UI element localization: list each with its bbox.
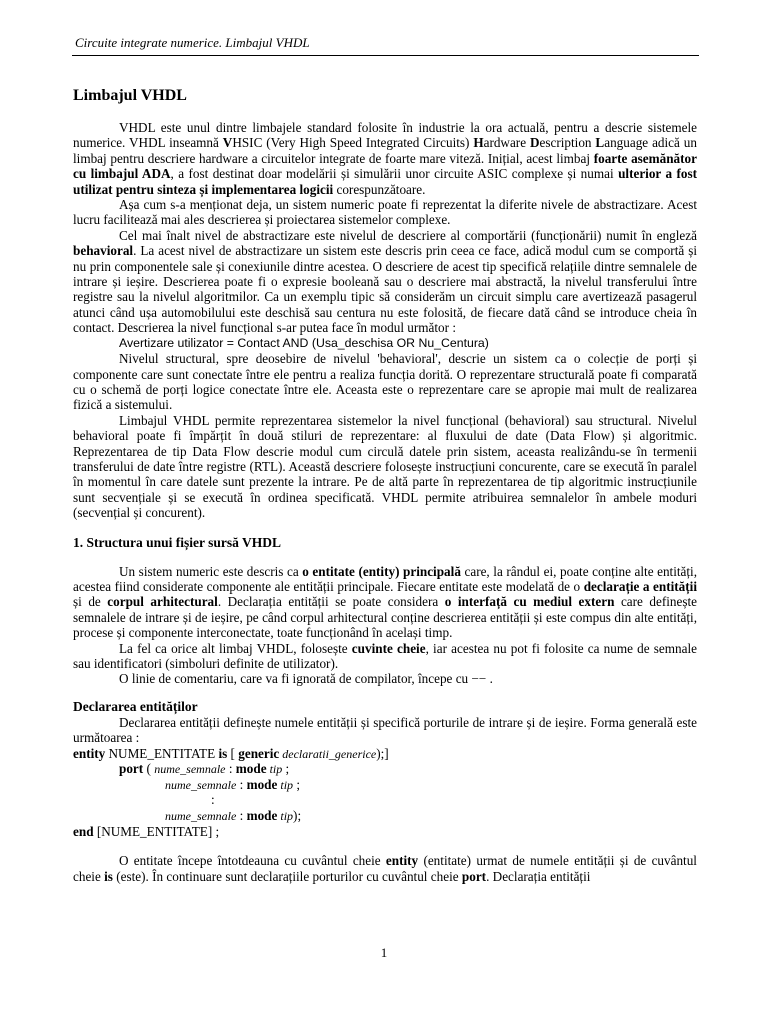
syntax-line-signal [73, 777, 697, 793]
keyword-port: port [119, 761, 144, 777]
document-body [73, 86, 697, 884]
keyword-end: end [73, 823, 94, 839]
closing-paren: ); [293, 808, 302, 823]
syntax-line-entity [73, 746, 697, 762]
generic-declarations: declaratii_generice [279, 746, 377, 761]
keyword-generic: generic [238, 745, 280, 761]
section-heading: 1. Structura unui fișier sursă VHDL [73, 534, 282, 550]
keyword-mode: mode [246, 808, 278, 823]
entity-name: NUME_ENTITATE [105, 745, 219, 761]
keyword-entity: entity [73, 745, 106, 761]
semicolon: ; [282, 761, 290, 777]
bracket-close: );] [376, 745, 389, 761]
bold-term: o entitate (entity) principală [302, 563, 461, 579]
syntax-line-ellipsis [73, 792, 697, 808]
bold-term: L [595, 135, 605, 151]
bold-term: V [222, 135, 233, 151]
intro-paragraph-1: VHDL este unul dintre limbajele standard folosite în industrie la ora actuală, pentru a descrie sistemele numerice. VHDL inseamnă VHSIC (Very High Speed Integrated Circuits) Hardware Description Language adică un limbaj pentru descriere hardware a circuitelor integrate de foarte mare viteză. Inițial, acest limbaj foarte asemănător cu limbajul ADA, a fost destinat doar modelării și simulării unor circuite ASIC complexe și numai ulterior a fost utilizat pentru sinteza și implementarea logicii corespunzătoare. [73, 120, 697, 197]
keyword-mode: mode [246, 776, 278, 792]
bold-term: cuvinte cheie [351, 640, 426, 656]
section-paragraph-2: La fel ca orice alt limbaj VHDL, folosește cuvinte cheie, iar acestea nu pot fi folosite ca nume de semnale sau identificatori (simboluri definite de utilizator). [73, 640, 697, 671]
bold-term: foarte asemănător cu limbajul ADA [73, 150, 697, 182]
section-paragraph-3: O linie de comentariu, care va fi ignorată de compilator, începe cu −− . [119, 671, 493, 687]
subsection-heading: Declararea entităților [73, 698, 198, 714]
bold-term: ulterior a fost utilizat pentru sinteza și implementarea logicii [73, 166, 697, 197]
bold-term: behavioral [73, 243, 134, 259]
subsection-paragraph-2: O entitate începe întotdeauna cu cuvântul cheie entity (entitate) urmat de numele entității și de cuvântul cheie is (este). În continuare sunt declarațiile porturilor cu cuvântul cheie port. Declarația entității [73, 853, 697, 884]
running-header: Circuite integrate numerice. Limbajul VHDL [75, 35, 310, 50]
bold-term: H [473, 135, 484, 151]
type-name: tip [277, 809, 294, 823]
bold-term: is [104, 868, 113, 884]
intro-paragraph-2: Așa cum s-a menționat deja, un sistem numeric poate fi reprezentat la diferite nivele de abstractizare. Acest lucru facilitează mai ales descrierea și proiectarea sistemelor complexe. [73, 197, 697, 228]
bold-term: port [461, 868, 487, 884]
intro-paragraph-3: Cel mai înalt nivel de abstractizare este nivelul de descriere al comportării (funcționării) numit în engleză behavioral. La acest nivel de abstractizare un sistem este descris prin ceea ce face, adică modul cum se comportă și nu prin componentele sale și conexiunile dintre acestea. O descriere de acest tip specifică relațiile dintre semnalele de intrare și ieșire. Descrierea poate fi o expresie booleană sau o descriere mai abstractă, la nivelul transferului între registre sau la nivelul algoritmilor. Ca un exemplu tipic să considerăm un circuit simplu care avertizează pasagerul atunci când ușa automobilului este deschisă sau centura nu este folosită, de fiecare dată când se introduce cheia în contact. Descrierea la nivel funcțional s-ar putea face în modul următor : [73, 227, 697, 336]
type-name: tip [266, 762, 283, 777]
intro-paragraph-4: Nivelul structural, spre deosebire de nivelul 'behavioral', descrie un sistem ca o colecție de porți și componente care sunt conectate între ele pentru a realiza funcția dorită. O reprezentare structurală poate fi comparată cu o schemă de porți logice conectate între ele. Aceasta este o reprezentare care se apropie mai mult de realizarea fizică a sistemului. [73, 351, 697, 413]
type-name: tip [277, 777, 294, 792]
port-paren: ( [143, 761, 155, 777]
header-divider [72, 55, 699, 56]
subsection-paragraph-1: Declararea entității definește numele entității și specifică porturile de intrare și de ieșire. Forma generală este următoarea : [73, 714, 697, 746]
intro-paragraph-5: Limbajul VHDL permite reprezentarea sistemelor la nivel funcțional (behavioral) sau structural. Nivelul behavioral poate fi împărțit în două stiluri de reprezentare: al fluxului de date (Data Flow) și algoritmic. Reprezentarea de tip Data Flow descrie modul cum circulă datele prin sistem, aceasta realizându-se în termenii transferului de date între registre (RTL). Această descriere folosește instrucțiuni concurente, care se execută în paralel în momentul în care datele sunt prezente la intrare. Pe de altă parte în reprezentarea de tip algoritmic instrucțiunile sunt secvențiale și se execută în ordinea specificată. VHDL permite atribuirea semnalelor în ambele moduri (secvențial și concurent). [73, 412, 697, 521]
syntax-line-port [73, 761, 697, 777]
colon: : [225, 761, 236, 777]
syntax-line-last-signal [73, 808, 697, 824]
page-number: 1 [380, 945, 388, 960]
bold-term: declarație a entității [583, 578, 697, 594]
keyword-is: is [218, 745, 228, 761]
entity-syntax-block [73, 746, 697, 840]
bold-term: o interfață cu mediul extern [444, 594, 615, 610]
bold-term: entity [385, 853, 419, 869]
end-entity-name: [NUME_ENTITATE] ; [93, 823, 220, 839]
document-title: Limbajul VHDL [73, 87, 187, 104]
bold-term: D [529, 135, 540, 151]
formula-example: Avertizare utilizator = Contact AND (Usa_deschisa OR Nu_Centura) [119, 335, 489, 350]
signal-names: nume_semnale [154, 762, 226, 777]
semicolon: ; [293, 776, 301, 792]
syntax-line-end [73, 824, 697, 840]
vertical-dots: : [211, 792, 215, 808]
signal-names: nume_semnale [165, 809, 237, 823]
section-paragraph-1: Un sistem numeric este descris ca o entitate (entity) principală care, la rândul ei, poate conține alte entități, acestea fiind considerate componente ale entității principale. Fiecare entitate este modelată de o declarație a entității și de corpul arhitectural. Declarația entității se poate considera o interfață cu mediul extern care definește semnalele de intrare și de ieșire, pe când corpul arhitectural conține descrierea entității și este compus din alte entități, procese și componente interconectate, toate funcționând în același timp. [73, 563, 698, 641]
keyword-mode: mode [235, 761, 267, 777]
colon: : [236, 776, 247, 792]
bold-term: corpul arhitectural [107, 594, 218, 610]
colon: : [236, 808, 247, 823]
signal-names: nume_semnale [165, 777, 237, 792]
bracket-open: [ [227, 745, 239, 761]
